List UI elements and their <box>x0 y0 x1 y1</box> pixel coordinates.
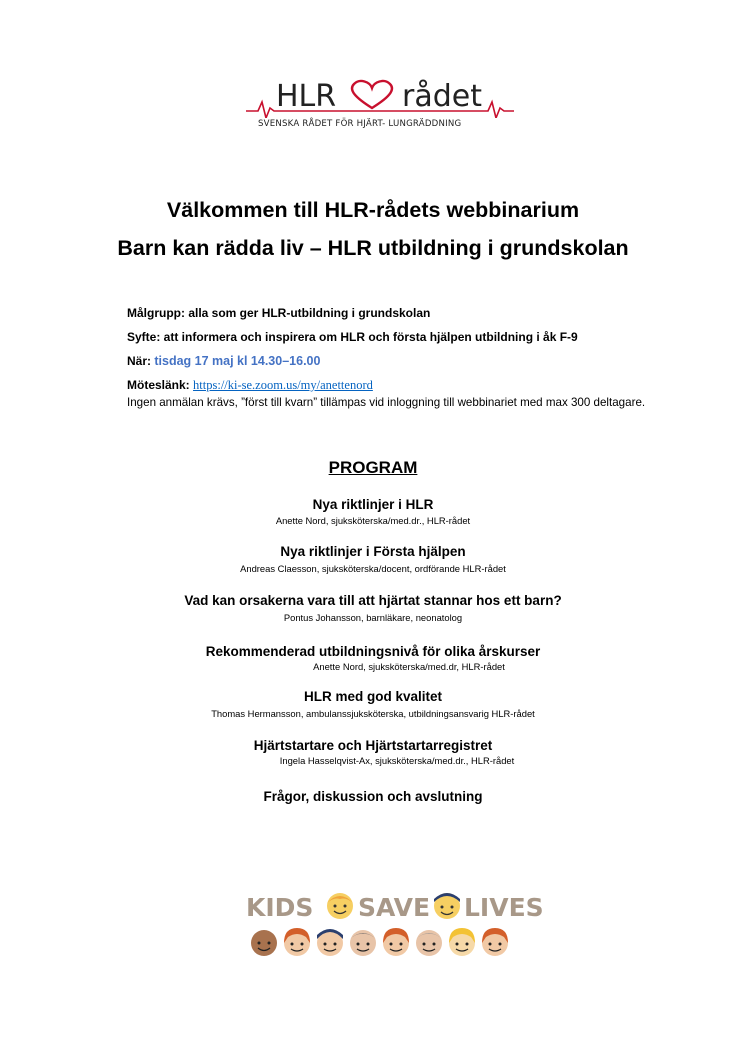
kids-save-lives-graphic <box>246 887 542 961</box>
when-value: tisdag 17 maj kl 14.30–16.00 <box>154 354 321 368</box>
heart-icon <box>352 81 392 108</box>
page-title: Välkommen till HLR-rådets webbinarium <box>166 198 580 222</box>
link-label: Möteslänk: <box>127 378 190 392</box>
face-icon <box>284 928 310 956</box>
program-item-title: Nya riktlinjer i Första hjälpen <box>280 544 466 559</box>
target-group: Målgrupp: alla som ger HLR-utbildning i grundskolan <box>127 306 431 320</box>
purpose: Syfte: att informera och inspirera om HLR och första hjälpen utbildning i åk F-9 <box>127 330 578 344</box>
program-item-title: Nya riktlinjer i HLR <box>312 497 434 512</box>
kids-save-lives-logo <box>246 887 542 961</box>
face-icon <box>449 928 475 956</box>
face-icon <box>416 930 442 956</box>
logo-word-radet: rådet <box>402 79 482 114</box>
ksl-word-save: SAVE <box>358 893 431 922</box>
face-icon <box>383 928 409 956</box>
logo-word-hlr: HLR <box>276 79 337 114</box>
program-heading: PROGRAM <box>328 458 418 477</box>
program-item-title: Rekommenderad utbildningsnivå för olika årskurser <box>205 644 541 659</box>
face-icon <box>434 893 460 919</box>
program-item-speaker: Anette Nord, sjuksköterska/med.dr., HLR-rådet <box>275 515 471 526</box>
face-icon <box>251 930 277 956</box>
program-item-speaker: Anette Nord, sjuksköterska/med.dr, HLR-rådet <box>313 661 505 672</box>
face-icon <box>350 930 376 956</box>
when-label: När: <box>127 354 152 368</box>
program-item-title: Vad kan orsakerna vara till att hjärtat stannar hos ett barn? <box>184 593 562 608</box>
ksl-word-lives: LIVES <box>464 893 542 922</box>
event-time <box>127 354 320 368</box>
face-icon <box>317 929 343 956</box>
registration-note: Ingen anmälan krävs, ”först till kvarn” tillämpas vid inloggning till webbinariet med max 300 deltagare. <box>127 396 646 409</box>
hlr-radet-logo <box>244 78 516 136</box>
program-item-speaker: Thomas Hermansson, ambulanssjuksköterska, utbildningsansvarig HLR-rådet <box>211 708 535 719</box>
face-icon <box>482 928 508 956</box>
program-item-speaker: Pontus Johansson, barnläkare, neonatolog <box>283 612 463 623</box>
meeting-link <box>127 378 373 393</box>
program-item-title: HLR med god kvalitet <box>303 689 443 704</box>
logo-subtitle: SVENSKA RÅDET FÖR HJÄRT- LUNGRÄDDNING <box>258 119 462 129</box>
program-item-speaker: Ingela Hasselqvist-Ax, sjuksköterska/med.dr., HLR-rådet <box>279 755 515 766</box>
ksl-word-kids: KIDS <box>246 893 314 922</box>
face-icon <box>327 893 353 919</box>
zoom-link[interactable]: https://ki-se.zoom.us/my/anettenord <box>193 378 373 392</box>
program-item-title: Hjärtstartare och Hjärtstartarregistret <box>253 738 493 753</box>
page-subtitle: Barn kan rädda liv – HLR utbildning i grundskolan <box>117 236 629 260</box>
program-item-title: Frågor, diskussion och avslutning <box>263 789 483 804</box>
program-item-speaker: Andreas Claesson, sjuksköterska/docent, ordförande HLR-rådet <box>240 563 506 574</box>
